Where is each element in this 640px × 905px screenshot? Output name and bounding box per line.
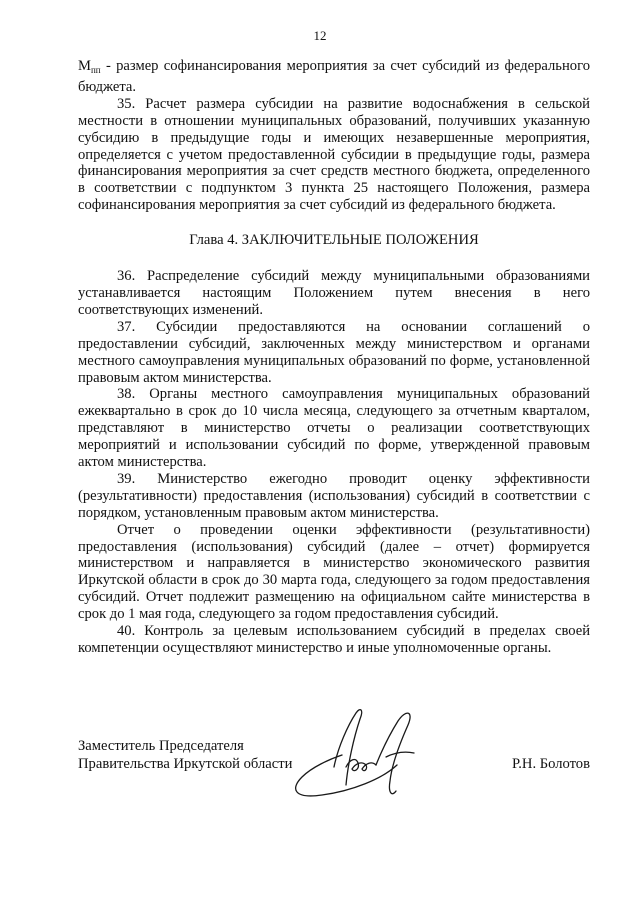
paragraph-m-definition xyxy=(78,58,590,96)
paragraph-35: 35. Расчет размера субсидии на развитие водоснабжения в сельской местности в отношении муниципальных образований, получивших указанную субсидию в предыдущие годы и имеющих незавершенные мероприятия, определяется с учетом предоставленной субсидии в предыдущие годы, размера финансирования мероприятия за счет средств местного бюджета, определенного в соответствии с подпунктом 3 пункта 25 настоящего Положения, размера софинансирования мероприятия за счет субсидий из федерального бюджета. xyxy=(78,95,590,214)
paragraph-39: 39. Министерство ежегодно проводит оценку эффективности (результативности) предоставления (использования) субсидий в соответствии с порядком, установленным правовым актом министерства. xyxy=(78,470,590,521)
paragraph-40: 40. Контроль за целевым использованием субсидий в пределах своей компетенции осуществляют министерство и иные уполномоченные органы. xyxy=(78,623,590,656)
signatory-name: Р.Н. Болотов xyxy=(511,756,590,772)
handwritten-signature xyxy=(282,707,462,807)
paragraph-39-report: Отчет о проведении оценки эффективности (результативности) предоставления (использования) субсидий (далее – отчет) формируется министерством и направляется в министерство экономического развития Иркутской области в срок до 30 марта года, следующего за годом предоставления субсидий. Отчет подлежит размещению на официальном сайте министерства в срок до 1 мая года, следующего за годом предоставления субсидий. xyxy=(78,521,590,623)
document-body xyxy=(78,58,590,657)
paragraph-37: 37. Субсидии предоставляются на основании соглашений о предоставлении субсидий, заключенных между министерством и органами местного самоуправления муниципальных образований по форме, установленной правовым актом министерства. xyxy=(78,318,590,386)
formula-definition-text: - размер софинансирования мероприятия за счет субсидий из федерального бюджета. xyxy=(78,58,590,95)
paragraph-36: 36. Распределение субсидий между муниципальными образованиями устанавливается настоящим Положением путем внесения в него соответствующих изменений. xyxy=(78,268,590,318)
formula-symbol: M xyxy=(78,58,91,74)
paragraph-38: 38. Органы местного самоуправления муниципальных образований ежеквартально в срок до 10 числа месяца, следующего за отчетным кварталом, представляют в министерство отчеты о реализации соответствующих мероприятий и использовании субсидий по форме, утвержденной правовым актом министерства. xyxy=(78,386,590,471)
signatory-title xyxy=(78,737,292,773)
chapter-heading: Глава 4. ЗАКЛЮЧИТЕЛЬНЫЕ ПОЛОЖЕНИЯ xyxy=(189,232,479,249)
signatory-title-line-2: Правительства Иркутской области xyxy=(78,756,293,772)
formula-subscript: пп xyxy=(90,65,101,75)
page-number: 12 xyxy=(313,28,327,43)
signatory-title-line-1: Заместитель Председателя xyxy=(78,738,244,754)
